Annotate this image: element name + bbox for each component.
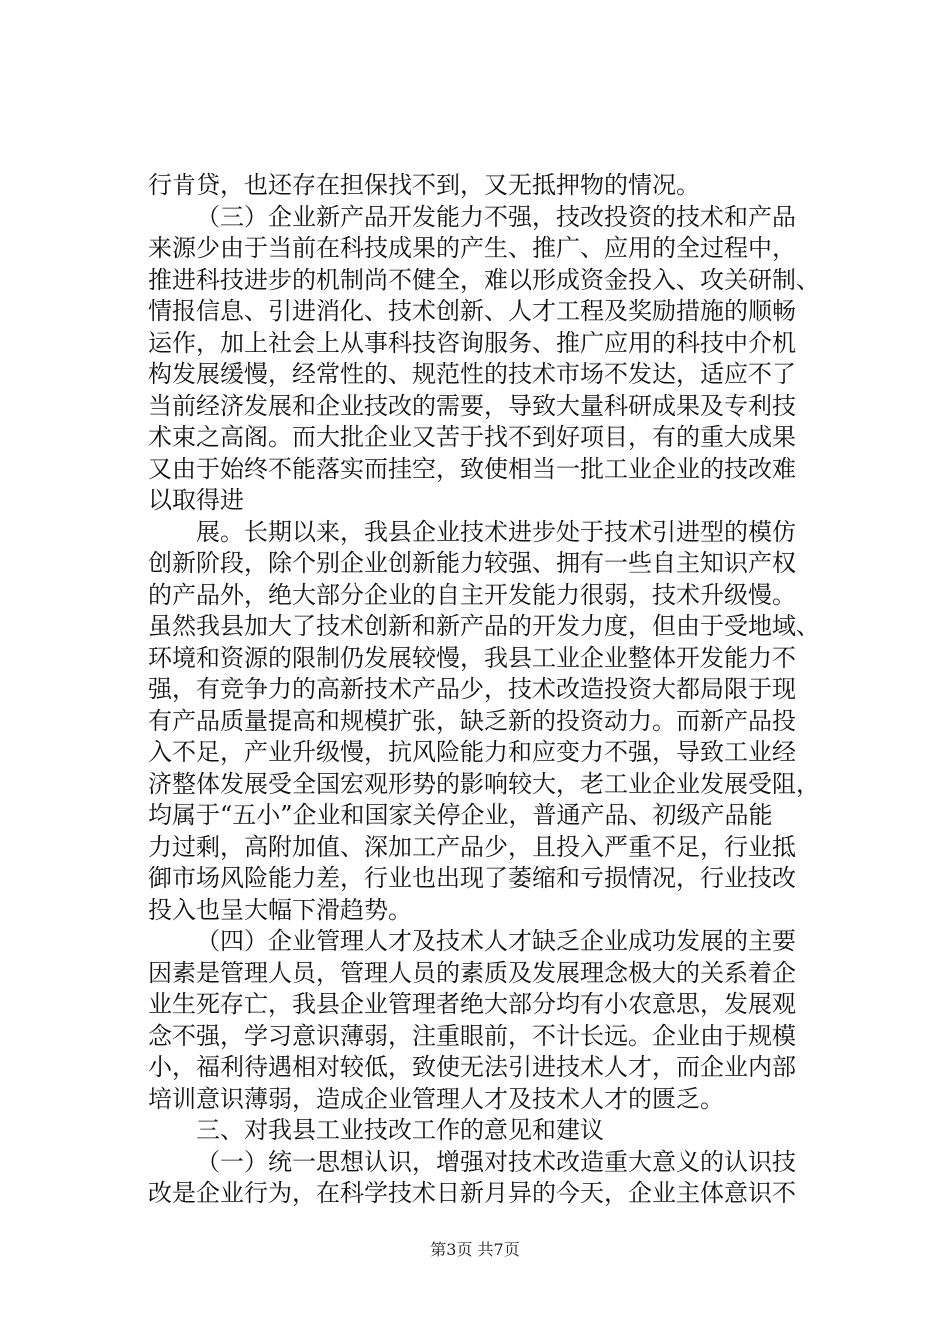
text-line: 小，福利待遇相对较低，致使无法引进技术人才，而企业内部 [148, 1053, 796, 1081]
text-line: 强，有竞争力的高新技术产品少，技术改造投资大都局限于现 [148, 675, 796, 703]
text-line: 三、对我县工业技改工作的意见和建议 [196, 1116, 604, 1144]
text-line: 均属于“五小”企业和国家关停企业，普通产品、初级产品能 [148, 801, 773, 829]
text-line: 济整体发展受全国宏观形势的影响较大，老工业企业发展受阻， [148, 769, 820, 798]
text-line: 推进科技进步的机制尚不健全，难以形成资金投入、攻关研制、 [148, 265, 820, 294]
text-line: 行肯贷，也还存在担保找不到，又无抵押物的情况。 [148, 171, 700, 199]
text-line: 培训意识薄弱，造成企业管理人才及技术人才的匮乏。 [148, 1084, 724, 1113]
text-line: （四）企业管理人才及技术人才缺乏企业成功发展的主要 [196, 927, 796, 955]
text-line: 环境和资源的限制仍发展较慢，我县工业企业整体开发能力不 [148, 643, 796, 672]
page-number-label: 第3页 共7页 [430, 1240, 520, 1259]
text-line: 有产品质量提高和规模扩张，缺乏新的投资动力。而新产品投 [148, 706, 796, 735]
text-line: 情报信息、引进消化、技术创新、人才工程及奖励措施的顺畅 [148, 297, 796, 325]
text-line: 术束之高阁。而大批企业又苦于找不到好项目，有的重大成果 [148, 423, 796, 451]
text-line: 来源少由于当前在科技成果的产生、推广、应用的全过程中， [148, 234, 796, 262]
text-line: 业生死存亡，我县企业管理者绝大部分均有小农意思，发展观 [148, 990, 796, 1018]
document-body [148, 170, 820, 1210]
text-line: （三）企业新产品开发能力不强，技改投资的技术和产品 [196, 202, 796, 231]
text-line: 力过剩，高附加值、深加工产品少，且投入严重不足，行业抵 [148, 832, 796, 861]
text-line: 入不足，产业升级慢，抗风险能力和应变力不强，导致工业经 [148, 738, 796, 766]
text-line: 御市场风险能力差，行业也出现了萎缩和亏损情况，行业技改 [148, 864, 796, 892]
text-line: 展。长期以来，我县企业技术进步处于技术引进型的模仿 [196, 517, 796, 546]
text-line: 以取得进 [148, 486, 244, 514]
text-line: 运作，加上社会上从事科技咨询服务、推广应用的科技中介机 [148, 328, 796, 357]
text-line: （一）统一思想认识，增强对技术改造重大意义的认识技 [196, 1147, 796, 1176]
text-line: 当前经济发展和企业技改的需要，导致大量科研成果及专利技 [148, 391, 796, 420]
text-line: 创新阶段，除个别企业创新能力较强、拥有一些自主知识产权 [148, 549, 796, 577]
text-line: 又由于始终不能落实而挂空，致使相当一批工业企业的技改难 [148, 454, 796, 483]
text-line: 投入也呈大幅下滑趋势。 [148, 895, 412, 924]
text-line: 念不强，学习意识薄弱，注重眼前，不计长远。企业由于规模 [148, 1021, 796, 1050]
text-line: 虽然我县加大了技术创新和新产品的开发力度，但由于受地域、 [148, 612, 820, 640]
text-line: 改是企业行为，在科学技术日新月异的今天，企业主体意识不 [148, 1179, 796, 1207]
text-line: 的产品外，绝大部分企业的自主开发能力很弱，技术升级慢。 [148, 580, 796, 609]
text-line: 因素是管理人员，管理人员的素质及发展理念极大的关系着企 [148, 958, 796, 987]
text-line: 构发展缓慢，经常性的、规范性的技术市场不发达，适应不了 [148, 360, 796, 388]
page-footer [0, 1240, 950, 1260]
